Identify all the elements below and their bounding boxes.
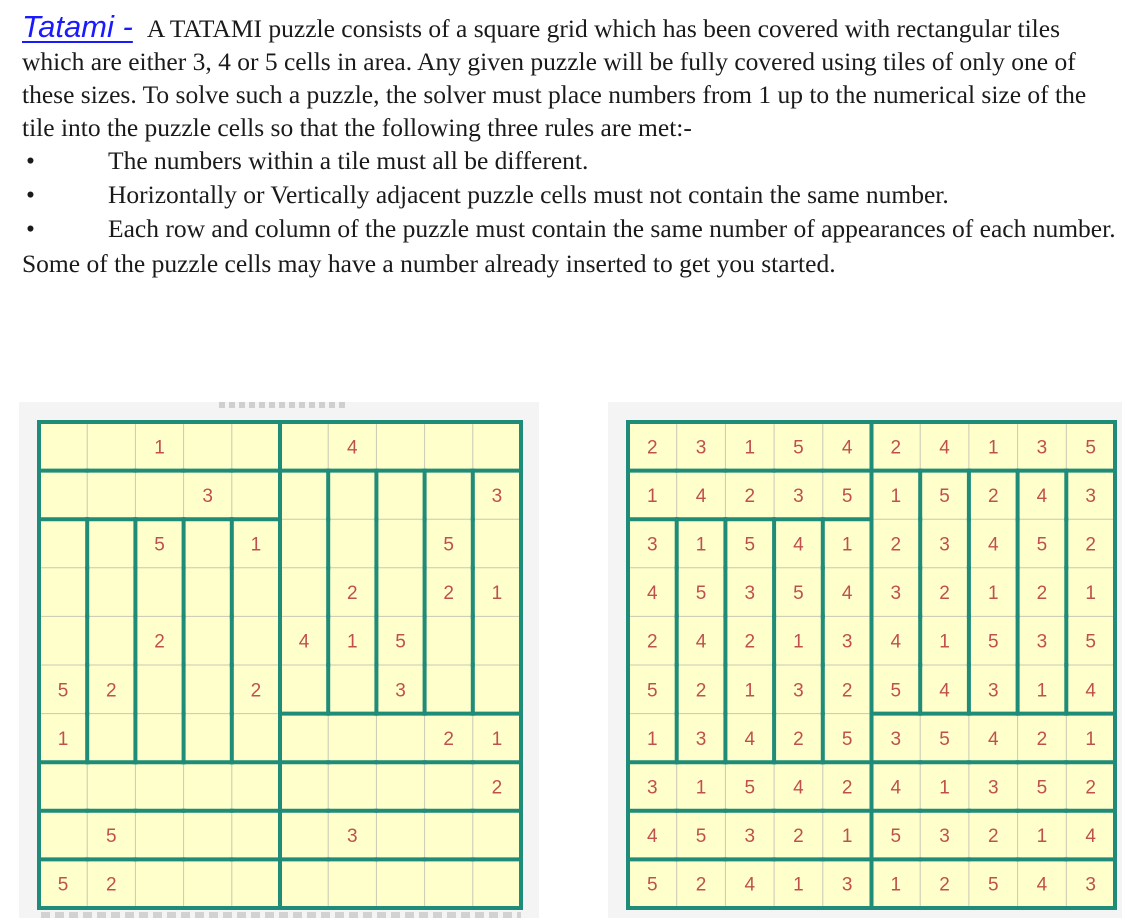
cell-digit: 1	[841, 826, 853, 848]
cell-digit: 3	[647, 777, 658, 799]
panel-footer-strip	[41, 912, 521, 918]
cell-digit: 4	[1036, 874, 1048, 896]
closing-text: Some of the puzzle cells may have a number already inserted to get you started.	[22, 249, 836, 278]
cell-digit: 1	[695, 534, 707, 556]
cell-digit: 2	[443, 728, 454, 750]
cell-digit: 4	[347, 437, 358, 459]
cell-digit: 1	[793, 631, 804, 653]
cell-digit: 5	[744, 777, 756, 799]
cell-digit: 1	[695, 777, 707, 799]
cell-digit: 2	[744, 485, 756, 507]
cell-digit: 2	[890, 437, 902, 459]
cell-digit: 5	[744, 534, 756, 556]
cell-digit: 1	[491, 583, 503, 605]
cell-digit: 3	[939, 826, 950, 848]
cell-digit: 1	[647, 728, 658, 750]
cell-digit: 5	[939, 728, 950, 750]
bullet: •	[26, 146, 35, 175]
cell-digit: 2	[106, 680, 117, 702]
cell-digit: 3	[1085, 485, 1096, 507]
cell-digit: 5	[154, 534, 165, 556]
cell-digit: 2	[347, 583, 358, 605]
cell-digit: 1	[1085, 728, 1096, 750]
cell-digit: 1	[744, 680, 756, 702]
cell-digit: 3	[1036, 437, 1048, 459]
cell-digit: 4	[987, 534, 999, 556]
solution-panel	[608, 402, 1122, 918]
intro-paragraph	[22, 10, 1122, 144]
cell-digit: 4	[695, 631, 707, 653]
rule-text: Each row and column of the puzzle must contain the same number of appearances of each number.	[108, 214, 1116, 243]
cell-digit: 5	[395, 631, 406, 653]
cell-digit: 4	[793, 534, 804, 556]
cell-digit: 2	[250, 680, 262, 702]
cell-digit: 1	[987, 583, 999, 605]
cell-digit: 2	[443, 583, 454, 605]
cell-digit: 5	[106, 826, 117, 848]
rule-item	[22, 212, 1122, 246]
cell-digit: 2	[890, 534, 902, 556]
cell-digit: 4	[939, 680, 950, 702]
cell-digit: 5	[1085, 437, 1096, 459]
cell-digit: 2	[491, 777, 503, 799]
cell-digit: 2	[987, 485, 999, 507]
cell-digit: 1	[890, 874, 902, 896]
cell-digit: 3	[841, 631, 853, 653]
cell-digit: 4	[695, 485, 707, 507]
cell-digit: 2	[647, 631, 658, 653]
cell-digit: 3	[939, 534, 950, 556]
cell-digit: 2	[647, 437, 658, 459]
cell-digit: 5	[890, 826, 902, 848]
cell-digit: 2	[793, 826, 804, 848]
cell-digit: 4	[987, 728, 999, 750]
cell-digit: 3	[793, 485, 804, 507]
cell-digit: 1	[841, 534, 853, 556]
cell-digit: 1	[1036, 680, 1048, 702]
cell-digit: 3	[1085, 874, 1096, 896]
cell-digit: 1	[647, 485, 658, 507]
rule-text: Horizontally or Vertically adjacent puzzle cells must not contain the same number.	[108, 180, 949, 209]
cell-digit: 3	[744, 826, 756, 848]
bullet: •	[26, 214, 35, 243]
cell-digit: 5	[793, 583, 804, 605]
cell-digit: 1	[939, 777, 950, 799]
cell-digit: 3	[395, 680, 406, 702]
cell-digit: 3	[347, 826, 358, 848]
cell-digit: 5	[57, 680, 69, 702]
cell-digit: 2	[793, 728, 804, 750]
cell-digit: 2	[841, 680, 853, 702]
cell-digit: 5	[841, 728, 853, 750]
cell-digit: 4	[298, 631, 310, 653]
cell-digit: 1	[57, 728, 69, 750]
cell-digit: 3	[793, 680, 804, 702]
cell-digit: 2	[939, 874, 950, 896]
rule-item	[22, 178, 1122, 212]
rule-text: The numbers within a tile must all be different.	[108, 146, 589, 175]
cell-digit: 4	[841, 583, 853, 605]
cell-digit: 1	[890, 485, 902, 507]
cell-digit: 1	[939, 631, 950, 653]
cell-digit: 1	[744, 437, 756, 459]
cell-digit: 2	[154, 631, 165, 653]
cell-digit: 1	[347, 631, 358, 653]
puzzle-panel	[19, 402, 539, 918]
cell-digit: 1	[250, 534, 262, 556]
cell-digit: 3	[491, 485, 503, 507]
cell-digit: 5	[890, 680, 902, 702]
cell-digit: 5	[647, 680, 658, 702]
cell-digit: 5	[1036, 777, 1048, 799]
cell-digit: 1	[154, 437, 165, 459]
cell-digit: 3	[890, 728, 902, 750]
cell-digit: 4	[1036, 485, 1048, 507]
cell-digit: 4	[1085, 680, 1096, 702]
cell-digit: 4	[841, 437, 853, 459]
cell-digit: 3	[744, 583, 756, 605]
cell-digit: 4	[647, 583, 658, 605]
cell-digit: 3	[987, 680, 999, 702]
rule-item	[22, 144, 1122, 178]
cell-digit: 2	[1085, 777, 1096, 799]
cell-digit: 1	[1085, 583, 1096, 605]
article	[22, 10, 1122, 282]
cell-digit: 3	[695, 437, 707, 459]
cell-digit: 5	[695, 583, 707, 605]
cell-digit: 4	[647, 826, 658, 848]
cell-digit: 1	[793, 874, 804, 896]
solution-grid	[608, 402, 1122, 912]
cell-digit: 2	[1036, 583, 1048, 605]
puzzle-grid	[19, 402, 539, 912]
cell-digit: 4	[890, 777, 902, 799]
cell-digit: 3	[987, 777, 999, 799]
cell-digit: 2	[695, 874, 707, 896]
cell-digit: 4	[744, 728, 756, 750]
cell-digit: 3	[890, 583, 902, 605]
cell-digit: 4	[1085, 826, 1096, 848]
cell-digit: 5	[1085, 631, 1096, 653]
cell-digit: 5	[1036, 534, 1048, 556]
cell-digit: 5	[939, 485, 950, 507]
intro-text: A TATAMI puzzle consists of a square grid which has been covered with rectangular tiles which are either 3, 4 or 5 cells in area. Any given puzzle will be fully covered using tiles of only one of these sizes. To solve such a puzzle, the solver must place numbers from 1 up to the numerical size of the tile into the puzzle cells so that the following three rules are met:-	[22, 14, 1087, 142]
cell-digit: 4	[744, 874, 756, 896]
cell-digit: 2	[939, 583, 950, 605]
cell-digit: 2	[106, 874, 117, 896]
cell-digit: 5	[443, 534, 454, 556]
cell-digit: 1	[1036, 826, 1048, 848]
cell-digit: 1	[491, 728, 503, 750]
cell-digit: 4	[939, 437, 950, 459]
cell-digit: 5	[57, 874, 69, 896]
cell-digit: 5	[841, 485, 853, 507]
cell-digit: 5	[793, 437, 804, 459]
cell-digit: 5	[647, 874, 658, 896]
cell-digit: 3	[841, 874, 853, 896]
cell-digit: 4	[890, 631, 902, 653]
cell-digit: 5	[695, 826, 707, 848]
cell-digit: 2	[1036, 728, 1048, 750]
cell-digit: 2	[1085, 534, 1096, 556]
cell-digit: 1	[987, 437, 999, 459]
cell-digit: 2	[695, 680, 707, 702]
cell-digit: 3	[695, 728, 707, 750]
cell-digit: 2	[744, 631, 756, 653]
cell-digit: 3	[202, 485, 213, 507]
cell-digit: 3	[1036, 631, 1048, 653]
cell-digit: 3	[647, 534, 658, 556]
cell-digit: 2	[987, 826, 999, 848]
rules-list	[22, 144, 1122, 246]
cell-digit: 2	[841, 777, 853, 799]
page-title: Tatami -	[22, 9, 133, 44]
cell-digit: 5	[987, 874, 999, 896]
cell-digit: 4	[793, 777, 804, 799]
cell-digit: 5	[987, 631, 999, 653]
bullet: •	[26, 180, 35, 209]
